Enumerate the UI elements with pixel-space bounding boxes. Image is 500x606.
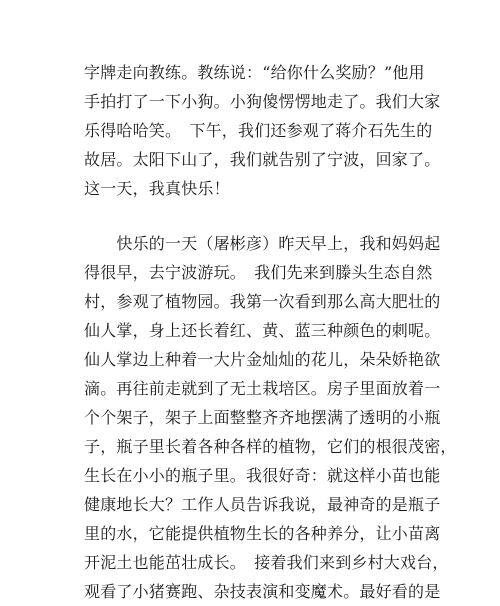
text-line: 生长在小小的瓶子里。我很好奇：就这样小苗也能: [84, 466, 441, 485]
text-line: 个个架子，架子上面整整齐齐地摆满了透明的小瓶: [84, 408, 441, 427]
text-line: 仙人掌，身上还长着红、黄、蓝三种颜色的刺呢。: [84, 321, 441, 340]
text-line: 这一天，我真快乐！: [84, 179, 230, 198]
text-line: 子，瓶子里长着各种各样的植物，它们的根很茂密，: [84, 437, 457, 456]
text-line: 里的水，它能提供植物生长的各种养分，让小苗离: [84, 524, 441, 543]
text-line: 手拍打了一下小狗。小狗傻愣愣地走了。我们大家: [84, 92, 441, 111]
text-line: 开泥土也能茁壮成长。 接着我们来到乡村大戏台，: [84, 553, 449, 572]
text-line: 观看了小猪赛跑、杂技表演和变魔术。最好看的是: [84, 582, 441, 601]
text-line: 故居。太阳下山了，我们就告别了宁波，回家了。: [84, 150, 441, 169]
text-line: 仙人掌边上种着一大片金灿灿的花儿，朵朵娇艳欲: [84, 350, 441, 369]
text-line: 村，参观了植物园。我第一次看到那么高大肥壮的: [84, 292, 441, 311]
paragraph-story-ending: [84, 58, 441, 203]
text-line: 乐得哈哈笑。 下午，我们还参观了蒋介石先生的: [84, 121, 433, 140]
paragraph-happy-day: [84, 229, 457, 606]
text-line: 滴。再往前走就到了无土栽培区。房子里面放着一: [84, 379, 441, 398]
text-line: 快乐的一天（屠彬彦）昨天早上，我和妈妈起: [84, 234, 441, 253]
text-line: 健康地长大？工作人员告诉我说，最神奇的是瓶子: [84, 495, 441, 514]
text-line: 字牌走向教练。教练说：“给你什么奖励？”他用: [84, 63, 425, 82]
text-line: 得很早，去宁波游玩。 我们先来到滕头生态自然: [84, 263, 433, 282]
